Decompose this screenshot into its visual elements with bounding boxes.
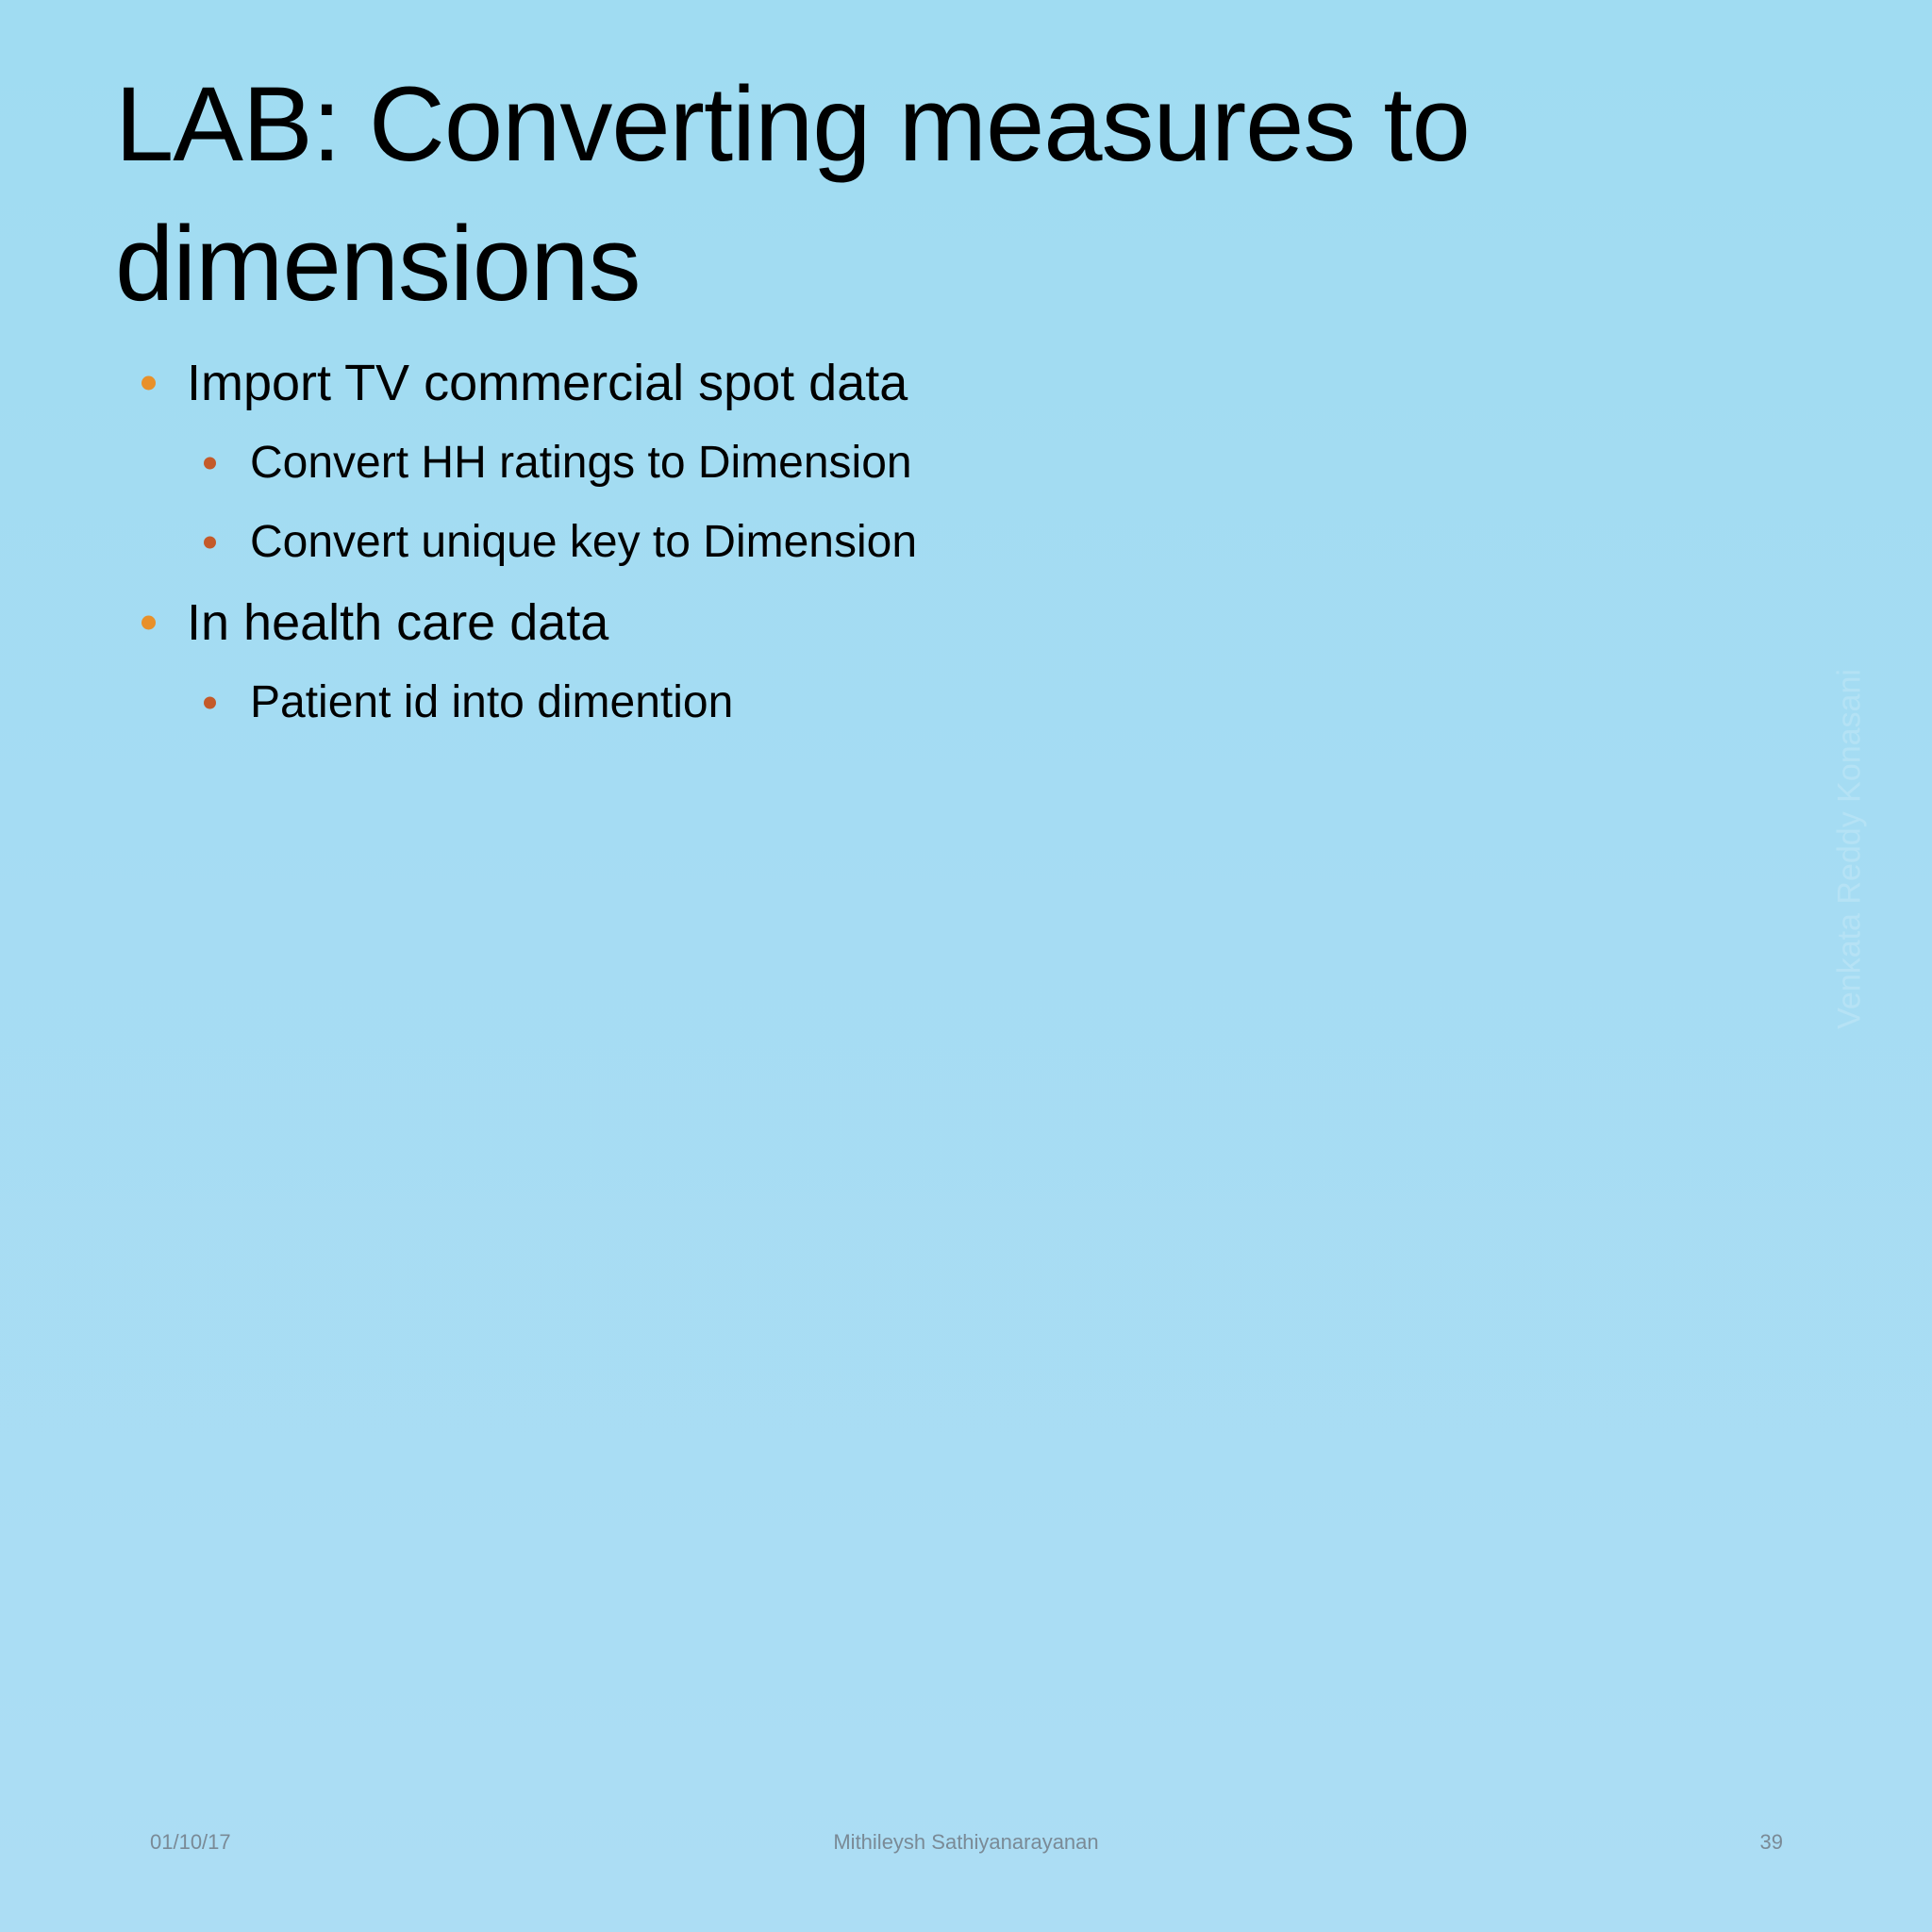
bullet-dot-icon	[204, 697, 216, 709]
slide-title: LAB: Converting measures to dimensions	[115, 65, 1470, 323]
bullet-text: In health care data	[187, 594, 609, 651]
bullet-text: Import TV commercial spot data	[187, 355, 908, 411]
bullet-item-level2	[132, 666, 1641, 740]
footer-author: Mithileysh Sathiyanarayanan	[833, 1830, 1099, 1854]
bullet-dot-icon	[204, 458, 216, 470]
bullet-item-level1	[132, 585, 1641, 660]
bullet-text: Convert HH ratings to Dimension	[250, 438, 912, 488]
footer-page-number: 39	[1759, 1830, 1783, 1854]
bullet-text: Convert unique key to Dimension	[250, 517, 918, 567]
watermark-text: Venkata Reddy Konasani	[1831, 669, 1868, 1029]
bullet-item-level1	[132, 345, 1641, 421]
footer-date: 01/10/17	[150, 1830, 231, 1854]
bullet-item-level2	[132, 506, 1641, 579]
bullet-text: Patient id into dimention	[250, 677, 734, 727]
bullet-dot-icon	[204, 537, 216, 549]
bullet-dot-icon	[142, 616, 156, 630]
bullet-dot-icon	[142, 376, 156, 391]
bullet-list	[132, 345, 1641, 745]
bullet-item-level2	[132, 426, 1641, 500]
